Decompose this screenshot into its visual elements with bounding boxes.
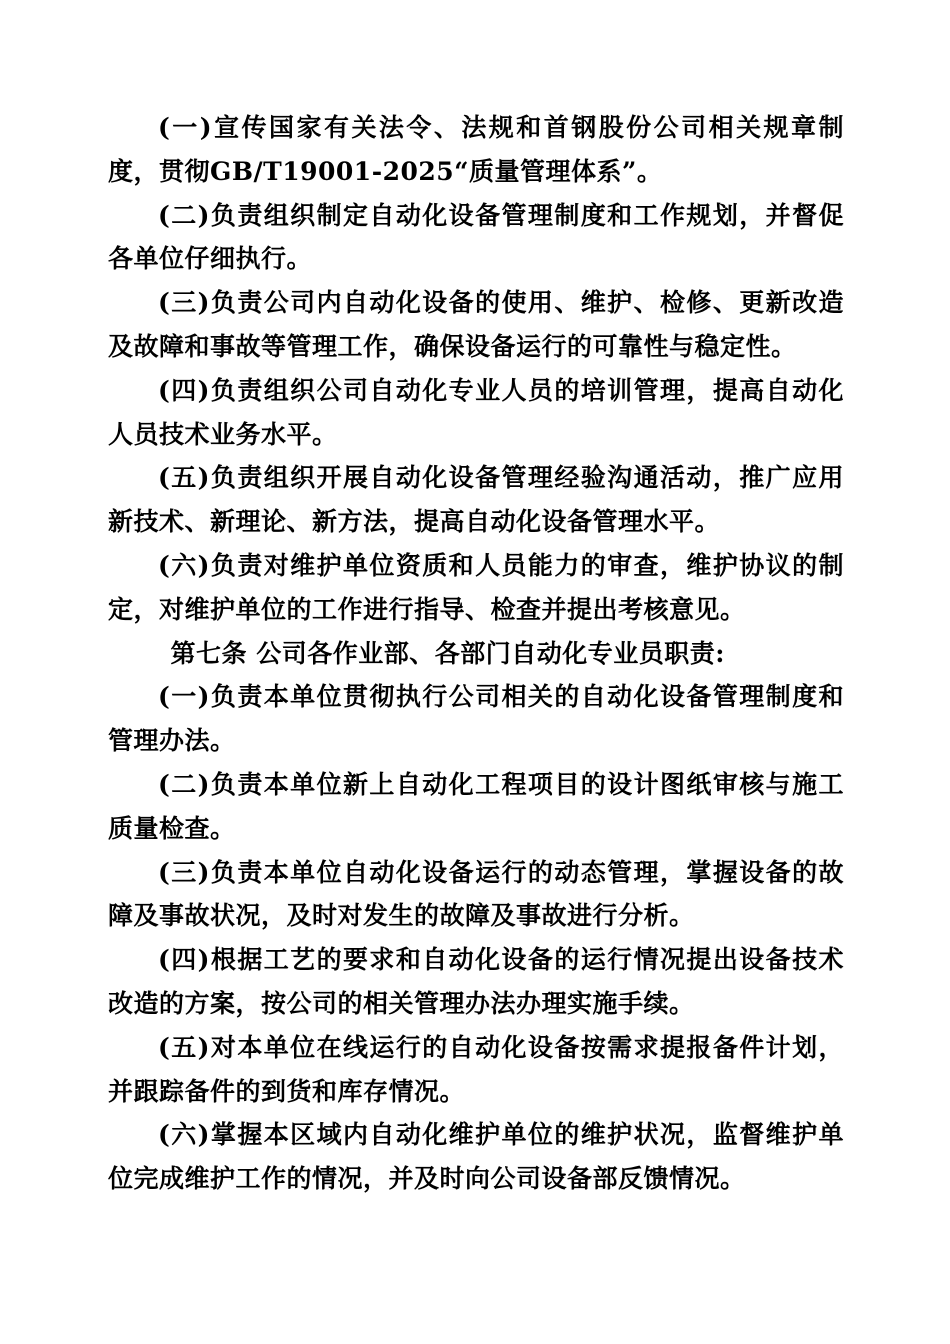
- paragraph-5: (五)负责组织开展自动化设备管理经验沟通活动，推广应用新技术、新理论、新方法，提高自动化设备管理水平。: [108, 463, 844, 537]
- paragraph-6: (六)负责对维护单位资质和人员能力的审查，维护协议的制定，对维护单位的工作进行指导、检查并提出考核意见。: [108, 550, 844, 624]
- paragraph-2: (二)负责组织制定自动化设备管理制度和工作规划，并督促各单位仔细执行。: [108, 200, 844, 274]
- article-heading: 第七条 公司各作业部、各部门自动化专业员职责:: [170, 638, 725, 668]
- paragraph-3: (三)负责公司内自动化设备的使用、维护、检修、更新改造及故障和事故等管理工作，确保设备运行的可靠性与稳定性。: [108, 288, 844, 361]
- paragraph-11: (五)对本单位在线运行的自动化设备按需求提报备件计划，并跟踪备件的到货和库存情况。: [108, 1032, 844, 1106]
- paragraph-4: (四)负责组织公司自动化专业人员的培训管理，提高自动化人员技术业务水平。: [108, 375, 844, 449]
- document-body: [108, 106, 844, 1201]
- paragraph-7: (一)负责本单位贯彻执行公司相关的自动化设备管理制度和管理办法。: [108, 682, 844, 756]
- paragraph-9: (三)负责本单位自动化设备运行的动态管理，掌握设备的故障及事故状况，及时对发生的故障及事故进行分析。: [108, 857, 844, 931]
- paragraph-10: (四)根据工艺的要求和自动化设备的运行情况提出设备技术改造的方案，按公司的相关管理办法办理实施手续。: [108, 945, 844, 1018]
- paragraph-8: (二)负责本单位新上自动化工程项目的设计图纸审核与施工质量检查。: [108, 769, 844, 843]
- paragraph-12: (六)掌握本区域内自动化维护单位的维护状况，监督维护单位完成维护工作的情况，并及时向公司设备部反馈情况。: [108, 1120, 844, 1194]
- paragraph-1: (一)宣传国家有关法令、法规和首钢股份公司相关规章制度，贯彻GB/T19001-2025“质量管理体系”。: [108, 113, 844, 186]
